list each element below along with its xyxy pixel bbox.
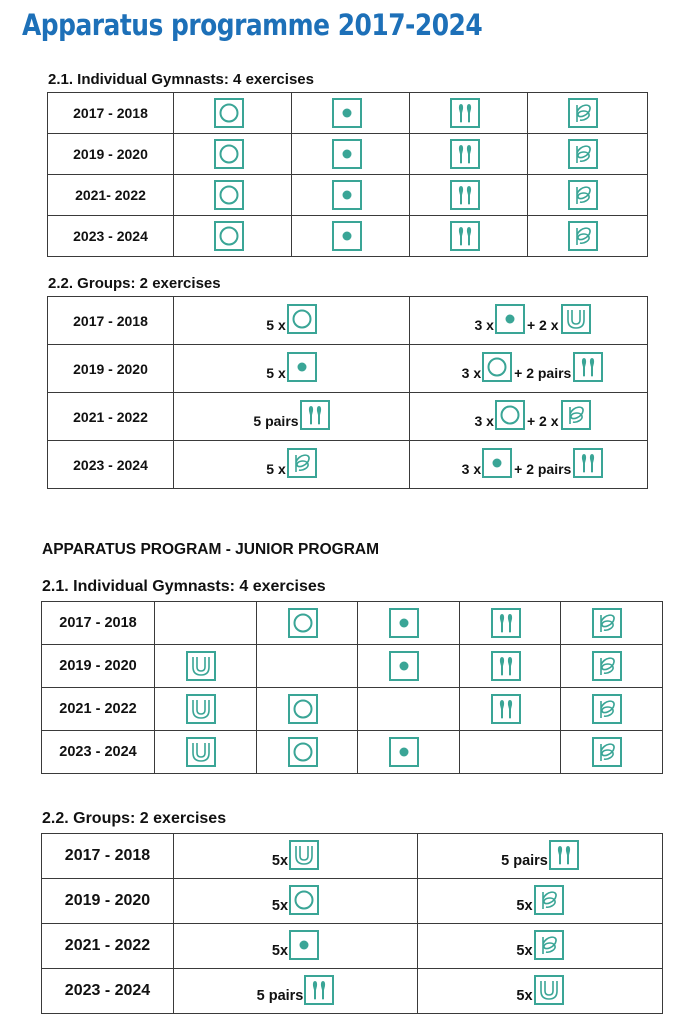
apparatus-cell — [155, 731, 257, 774]
ball-icon — [389, 737, 419, 767]
rope-icon — [186, 694, 216, 724]
apparatus-cell — [174, 134, 292, 175]
table-row — [42, 834, 663, 879]
clubs-icon — [491, 608, 521, 638]
table-row — [48, 393, 648, 441]
apparatus-cell — [174, 216, 292, 257]
table-row — [42, 731, 663, 774]
group-count-label: 5x — [271, 852, 289, 869]
group-count-label: 5 x — [266, 316, 286, 333]
year-cell: 2019 - 2020 — [48, 134, 174, 175]
hoop-icon — [495, 400, 525, 430]
ball-icon — [287, 352, 317, 382]
group-count-label: 5 pairs — [253, 412, 299, 429]
group-exercise-cell — [174, 345, 410, 393]
rope-icon — [289, 840, 319, 870]
junior-groups-heading: 2.2. Groups: 2 exercises — [42, 810, 227, 827]
clubs-icon — [573, 352, 603, 382]
group-count-label: + 2 pairs — [514, 460, 572, 477]
apparatus-cell — [358, 688, 460, 731]
ball-icon — [289, 930, 319, 960]
table-row — [48, 175, 648, 216]
year-cell: 2017 - 2018 — [42, 834, 174, 879]
group-exercise-cell — [410, 297, 648, 345]
clubs-icon — [450, 221, 480, 251]
group-exercise-cell — [174, 297, 410, 345]
hoop-icon — [288, 608, 318, 638]
hoop-icon — [287, 304, 317, 334]
year-cell: 2021 - 2022 — [42, 688, 155, 731]
group-count-label: + 2 x — [526, 316, 559, 333]
hoop-icon — [214, 180, 244, 210]
group-count-label: 5 x — [266, 460, 286, 477]
ribbon-icon — [592, 608, 622, 638]
group-count-label: 5x — [516, 987, 533, 1004]
apparatus-cell — [358, 731, 460, 774]
year-cell: 2021- 2022 — [48, 175, 174, 216]
group-count-label: 5x — [271, 942, 289, 959]
apparatus-cell — [410, 93, 528, 134]
table-row — [48, 297, 648, 345]
apparatus-cell — [257, 731, 358, 774]
senior-individual-table — [47, 92, 648, 257]
group-exercise-cell — [174, 924, 418, 969]
ribbon-icon — [568, 98, 598, 128]
group-count-label: 5x — [271, 897, 289, 914]
year-cell: 2023 - 2024 — [42, 969, 174, 1014]
apparatus-cell — [460, 645, 561, 688]
hoop-icon — [214, 139, 244, 169]
group-exercise-cell — [410, 345, 648, 393]
ball-icon — [482, 448, 512, 478]
apparatus-cell — [528, 134, 648, 175]
ball-icon — [389, 651, 419, 681]
apparatus-cell — [528, 93, 648, 134]
year-cell: 2023 - 2024 — [42, 731, 155, 774]
clubs-icon — [450, 180, 480, 210]
group-exercise-cell — [410, 393, 648, 441]
apparatus-cell — [410, 134, 528, 175]
year-cell: 2019 - 2020 — [42, 645, 155, 688]
apparatus-cell — [561, 602, 663, 645]
year-cell: 2023 - 2024 — [48, 216, 174, 257]
ball-icon — [332, 221, 362, 251]
clubs-icon — [304, 975, 334, 1005]
apparatus-cell — [528, 175, 648, 216]
apparatus-cell — [257, 602, 358, 645]
year-cell: 2019 - 2020 — [42, 879, 174, 924]
group-count-label: 3 x — [474, 316, 494, 333]
ball-icon — [389, 608, 419, 638]
group-exercise-cell — [418, 834, 663, 879]
apparatus-cell — [174, 175, 292, 216]
table-row — [48, 216, 648, 257]
apparatus-cell — [460, 688, 561, 731]
clubs-icon — [491, 694, 521, 724]
group-exercise-cell — [174, 441, 410, 489]
clubs-icon — [300, 400, 330, 430]
ribbon-icon — [592, 651, 622, 681]
ribbon-icon — [592, 694, 622, 724]
apparatus-cell — [292, 134, 410, 175]
group-exercise-cell — [174, 393, 410, 441]
apparatus-cell — [460, 602, 561, 645]
group-count-label: 5 pairs — [256, 987, 304, 1004]
ball-icon — [495, 304, 525, 334]
rope-icon — [186, 737, 216, 767]
hoop-icon — [288, 694, 318, 724]
year-cell: 2017 - 2018 — [48, 93, 174, 134]
apparatus-cell — [257, 645, 358, 688]
apparatus-cell — [257, 688, 358, 731]
table-row — [42, 602, 663, 645]
table-row — [48, 345, 648, 393]
group-count-label: 5 x — [266, 364, 286, 381]
group-exercise-cell — [174, 969, 418, 1014]
hoop-icon — [482, 352, 512, 382]
year-cell: 2021 - 2022 — [42, 924, 174, 969]
rope-icon — [561, 304, 591, 334]
ball-icon — [332, 98, 362, 128]
clubs-icon — [491, 651, 521, 681]
group-exercise-cell — [418, 879, 663, 924]
clubs-icon — [549, 840, 579, 870]
hoop-icon — [214, 221, 244, 251]
apparatus-cell — [561, 645, 663, 688]
senior-groups-heading: 2.2. Groups: 2 exercises — [48, 275, 221, 292]
group-count-label: 3 x — [474, 412, 494, 429]
junior-heading: APPARATUS PROGRAM - JUNIOR PROGRAM — [42, 541, 379, 558]
group-exercise-cell — [174, 834, 418, 879]
rope-icon — [186, 651, 216, 681]
table-row — [42, 645, 663, 688]
group-count-label: + 2 x — [526, 412, 559, 429]
group-exercise-cell — [410, 441, 648, 489]
hoop-icon — [214, 98, 244, 128]
rope-icon — [534, 975, 564, 1005]
hoop-icon — [289, 885, 319, 915]
apparatus-cell — [292, 93, 410, 134]
apparatus-cell — [292, 175, 410, 216]
ribbon-icon — [534, 885, 564, 915]
year-cell: 2017 - 2018 — [48, 297, 174, 345]
group-count-label: 5x — [516, 942, 533, 959]
senior-groups-table — [47, 296, 648, 489]
group-count-label: 5 pairs — [501, 852, 548, 869]
junior-individual-table — [41, 601, 663, 774]
table-row — [48, 441, 648, 489]
apparatus-cell — [155, 688, 257, 731]
apparatus-cell — [561, 731, 663, 774]
apparatus-cell — [358, 602, 460, 645]
table-row — [42, 879, 663, 924]
ball-icon — [332, 139, 362, 169]
year-cell: 2023 - 2024 — [48, 441, 174, 489]
ribbon-icon — [568, 221, 598, 251]
ribbon-icon — [568, 180, 598, 210]
year-cell: 2017 - 2018 — [42, 602, 155, 645]
group-count-label: 5x — [516, 897, 533, 914]
ribbon-icon — [287, 448, 317, 478]
apparatus-cell — [292, 216, 410, 257]
table-row — [42, 924, 663, 969]
apparatus-cell — [174, 93, 292, 134]
apparatus-cell — [561, 688, 663, 731]
table-row — [48, 134, 648, 175]
ribbon-icon — [561, 400, 591, 430]
group-exercise-cell — [418, 969, 663, 1014]
apparatus-cell — [155, 645, 257, 688]
clubs-icon — [450, 139, 480, 169]
clubs-icon — [573, 448, 603, 478]
apparatus-cell — [410, 175, 528, 216]
ball-icon — [332, 180, 362, 210]
junior-individual-heading: 2.1. Individual Gymnasts: 4 exercises — [42, 578, 326, 595]
ribbon-icon — [534, 930, 564, 960]
group-count-label: + 2 pairs — [514, 364, 572, 381]
apparatus-cell — [460, 731, 561, 774]
page-title: Apparatus programme 2017-2024 — [22, 8, 483, 42]
ribbon-icon — [568, 139, 598, 169]
apparatus-cell — [528, 216, 648, 257]
group-exercise-cell — [418, 924, 663, 969]
clubs-icon — [450, 98, 480, 128]
group-count-label: 3 x — [461, 364, 482, 381]
group-exercise-cell — [174, 879, 418, 924]
ribbon-icon — [592, 737, 622, 767]
senior-individual-heading: 2.1. Individual Gymnasts: 4 exercises — [48, 71, 314, 88]
hoop-icon — [288, 737, 318, 767]
junior-groups-table — [41, 833, 663, 1014]
apparatus-cell — [155, 602, 257, 645]
apparatus-cell — [410, 216, 528, 257]
apparatus-cell — [358, 645, 460, 688]
year-cell: 2019 - 2020 — [48, 345, 174, 393]
table-row — [48, 93, 648, 134]
table-row — [42, 969, 663, 1014]
group-count-label: 3 x — [461, 460, 482, 477]
year-cell: 2021 - 2022 — [48, 393, 174, 441]
table-row — [42, 688, 663, 731]
